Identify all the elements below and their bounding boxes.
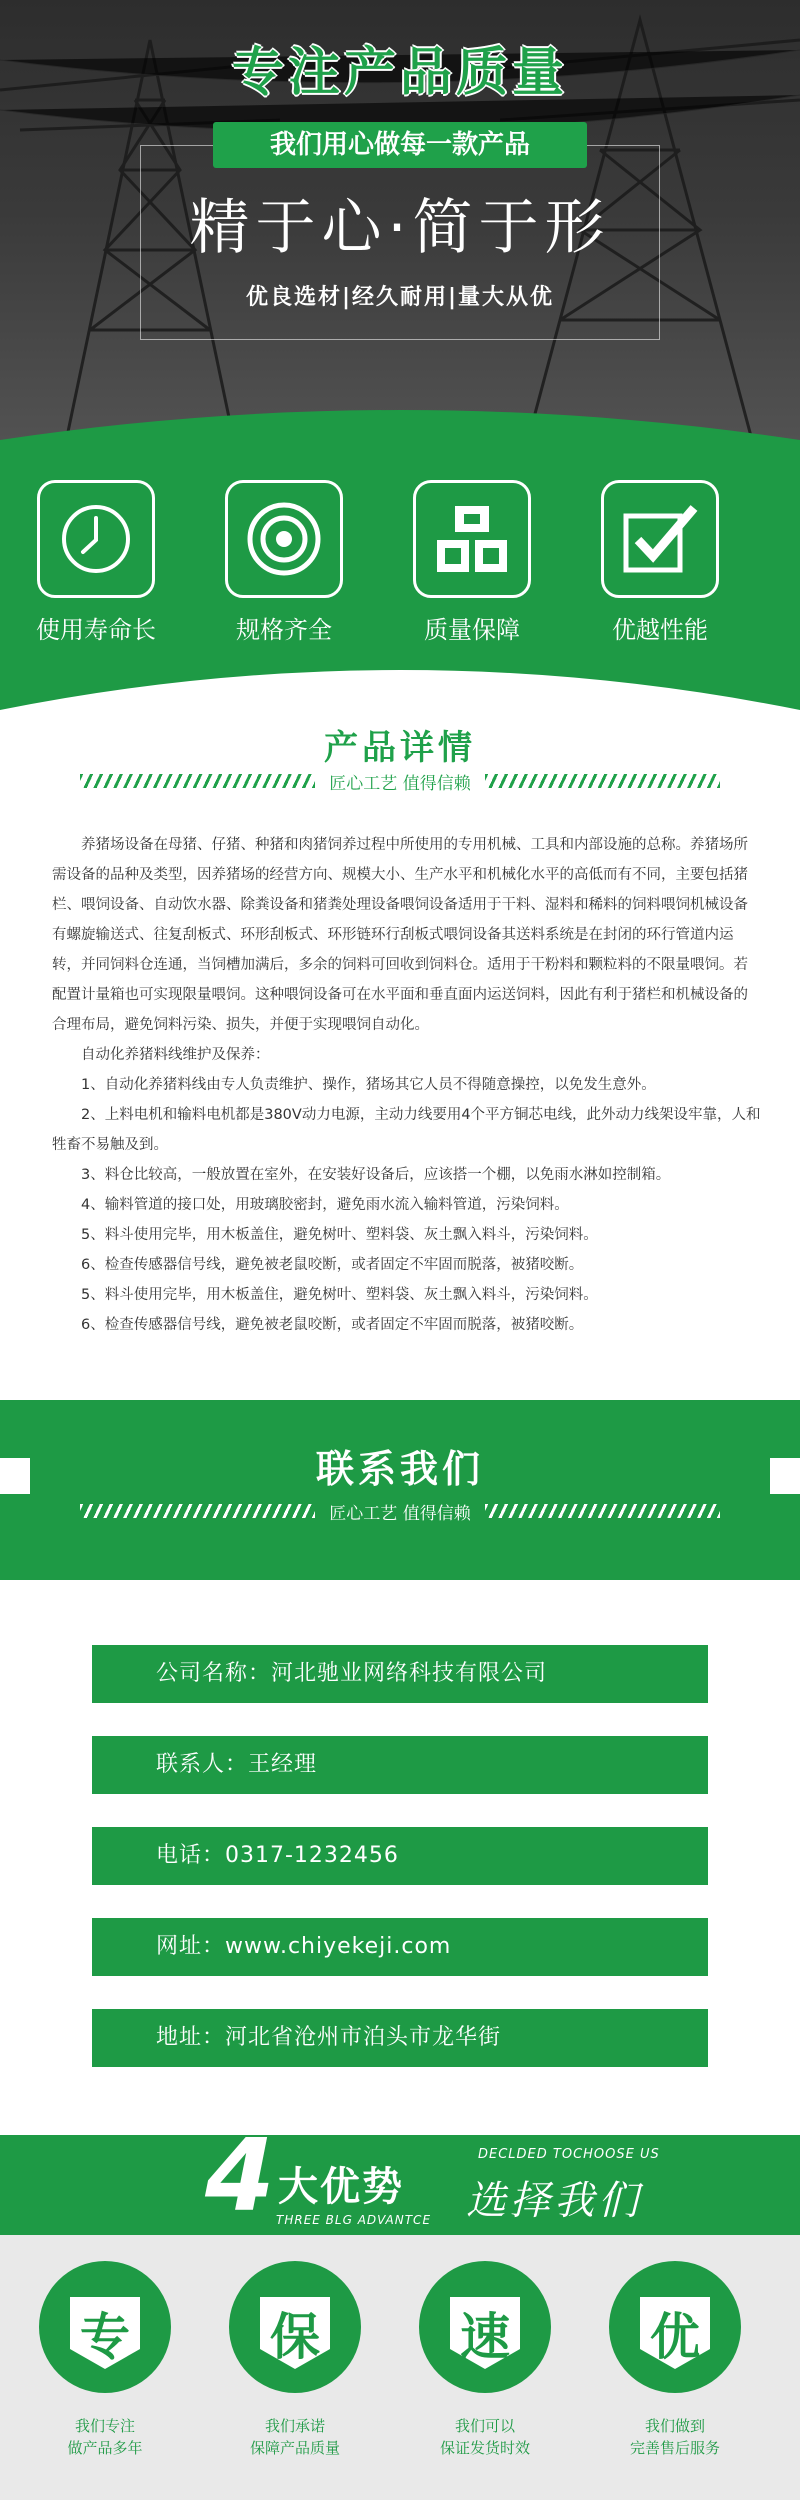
advantage-desc-line: 我们做到 xyxy=(644,2417,705,2435)
advantage-item-speed xyxy=(405,2257,565,2459)
contact-website[interactable]: 网址：www.chiyekeji.com xyxy=(92,1918,708,1976)
product-detail-slogan xyxy=(80,770,720,792)
advantage-char: 保 xyxy=(270,2308,320,2366)
contact-company: 公司名称：河北驰业网络科技有限公司 xyxy=(92,1645,708,1703)
detail-paragraph: 3、料仓比较高，一般放置在室外，在安装好设备后，应该搭一个棚，以免雨水淋如控制箱。 xyxy=(81,1167,671,1183)
feature-box xyxy=(37,480,155,598)
feature-label: 使用寿命长 xyxy=(36,616,156,644)
advantages-body xyxy=(0,2235,800,2500)
advantage-item-focus xyxy=(25,2257,185,2459)
advantage-desc-line: 保证发货时效 xyxy=(439,2439,530,2457)
hero-tagline: 优良选材|经久耐用|量大从优 xyxy=(245,285,555,310)
feature-item-quality xyxy=(410,480,534,645)
detail-paragraph: 4、输料管道的接口处，用玻璃胶密封，避免雨水流入输料管道，污染饲料。 xyxy=(81,1197,569,1213)
advantage-desc-line: 我们承诺 xyxy=(264,2417,325,2435)
advantage-item-guarantee xyxy=(215,2257,375,2459)
contact-phone[interactable]: 电话：0317-1232456 xyxy=(92,1827,708,1885)
detail-paragraph: 6、检查传感器信号线，避免被老鼠咬断，或者固定不牢固而脱落，被猪咬断。 xyxy=(81,1317,584,1333)
contact-title: 联系我们 xyxy=(315,1447,484,1491)
hero-title: 专注产品质量 xyxy=(231,43,568,103)
hero-slogan: 精于心·简于形 xyxy=(189,193,611,263)
advantage-char: 优 xyxy=(650,2308,700,2366)
contact-header xyxy=(0,1400,800,1580)
advantage-desc-line: 我们专注 xyxy=(74,2417,135,2435)
advantage-desc-line: 我们可以 xyxy=(454,2417,515,2435)
clock-icon xyxy=(59,502,133,576)
advantage-char: 专 xyxy=(80,2308,130,2366)
advantage-desc xyxy=(405,2415,565,2459)
detail-paragraph: 1、自动化养猪料线由专人负责维护、操作，猪场其它人员不得随意操控，以免发生意外。 xyxy=(81,1077,656,1093)
feature-label: 优越性能 xyxy=(612,616,708,644)
feature-box xyxy=(601,480,719,598)
target-icon xyxy=(245,500,323,578)
hero-subtitle: 我们用心做每一款产品 xyxy=(213,122,587,168)
advantages-en-right: DECLDED TOCHOOSE US xyxy=(478,2147,660,2162)
product-glyph-icon xyxy=(435,502,509,576)
detail-paragraph: 养猪场设备在母猪、仔猪、种猪和肉猪饲养过程中所使用的专用机械、工具和内部设施的总称。养猪场所需设备的品种及类型，因养猪场的经营方向、规模大小、生产水平和机械化水平的高低而有不同，主要包括猪栏、喂饲设备、自动饮水器、除粪设备和猪粪处理设备喂饲设备适用于干料、湿料和稀料的饲料喂饲机械设备有螺旋输送式、往复刮板式、环形刮板式、环形链环行刮板式喂饲设备其送料系统是在封闭的环行管道内运转，并同饲料仓连通，当饲槽加满后，多余的饲料可回收到饲料仓。适用于干粉料和颗粒料的不限量喂饲。若配置计量箱也可实现限量喂饲。这种喂饲设备可在水平面和垂直面内运送饲料，因此有利于猪栏和机械设备的合理布局，避免饲料污染、损失，并便于实现喂饲自动化。 xyxy=(52,837,748,1033)
advantages-number: 4 xyxy=(205,2117,275,2234)
product-detail-title: 产品详情 xyxy=(324,728,476,768)
detail-paragraph: 5、料斗使用完毕，用木板盖住，避免树叶、塑料袋、灰土飘入料斗，污染饲料。 xyxy=(81,1287,598,1303)
contact-address: 地址：河北省沧州市泊头市龙华街 xyxy=(92,2009,708,2067)
hatch-divider xyxy=(485,774,720,788)
contact-person: 联系人：王经理 xyxy=(92,1736,708,1794)
advantages-title: 大优势 xyxy=(278,2164,404,2210)
detail-paragraph: 6、检查传感器信号线，避免被老鼠咬断，或者固定不牢固而脱落，被猪咬断。 xyxy=(81,1257,584,1273)
hatch-divider xyxy=(80,774,315,788)
contact-slogan xyxy=(80,1500,720,1522)
feature-box xyxy=(413,480,531,598)
feature-label: 规格齐全 xyxy=(236,616,332,644)
hatch-divider xyxy=(485,1504,720,1518)
advantage-desc-line: 做产品多年 xyxy=(67,2439,143,2457)
advantage-desc xyxy=(25,2415,185,2459)
advantage-char: 速 xyxy=(460,2308,510,2366)
slogan-text: 匠心工艺 值得信赖 xyxy=(329,773,471,794)
advantages-cn-right: 选择我们 xyxy=(466,2178,642,2224)
advantage-desc xyxy=(215,2415,375,2459)
feature-item-performance xyxy=(598,480,722,645)
advantages-en-left: THREE BLG ADVANTCE xyxy=(276,2213,432,2227)
detail-paragraph: 自动化养猪料线维护及保养： xyxy=(81,1047,270,1063)
slogan-text: 匠心工艺 值得信赖 xyxy=(329,1503,471,1524)
hatch-divider xyxy=(80,1504,315,1518)
advantage-desc-line: 完善售后服务 xyxy=(629,2439,720,2457)
advantage-desc-line: 保障产品质量 xyxy=(249,2439,340,2457)
check-icon xyxy=(620,502,700,576)
feature-box xyxy=(225,480,343,598)
advantage-item-service xyxy=(595,2257,755,2459)
feature-item-lifespan xyxy=(34,480,158,645)
advantage-desc xyxy=(595,2415,755,2459)
feature-band xyxy=(0,400,800,710)
feature-label: 质量保障 xyxy=(424,616,520,644)
detail-paragraph: 2、上料电机和输料电机都是380V动力电源，主动力线要用4个平方铜芯电线，此外动力线架设牢靠，人和牲畜不易触及到。 xyxy=(52,1107,761,1153)
detail-paragraph: 5、料斗使用完毕，用木板盖住，避免树叶、塑料袋、灰土飘入料斗，污染饲料。 xyxy=(81,1227,598,1243)
product-detail-text xyxy=(52,830,762,1340)
advantages-header xyxy=(0,2117,800,2235)
feature-item-specs xyxy=(222,480,346,645)
